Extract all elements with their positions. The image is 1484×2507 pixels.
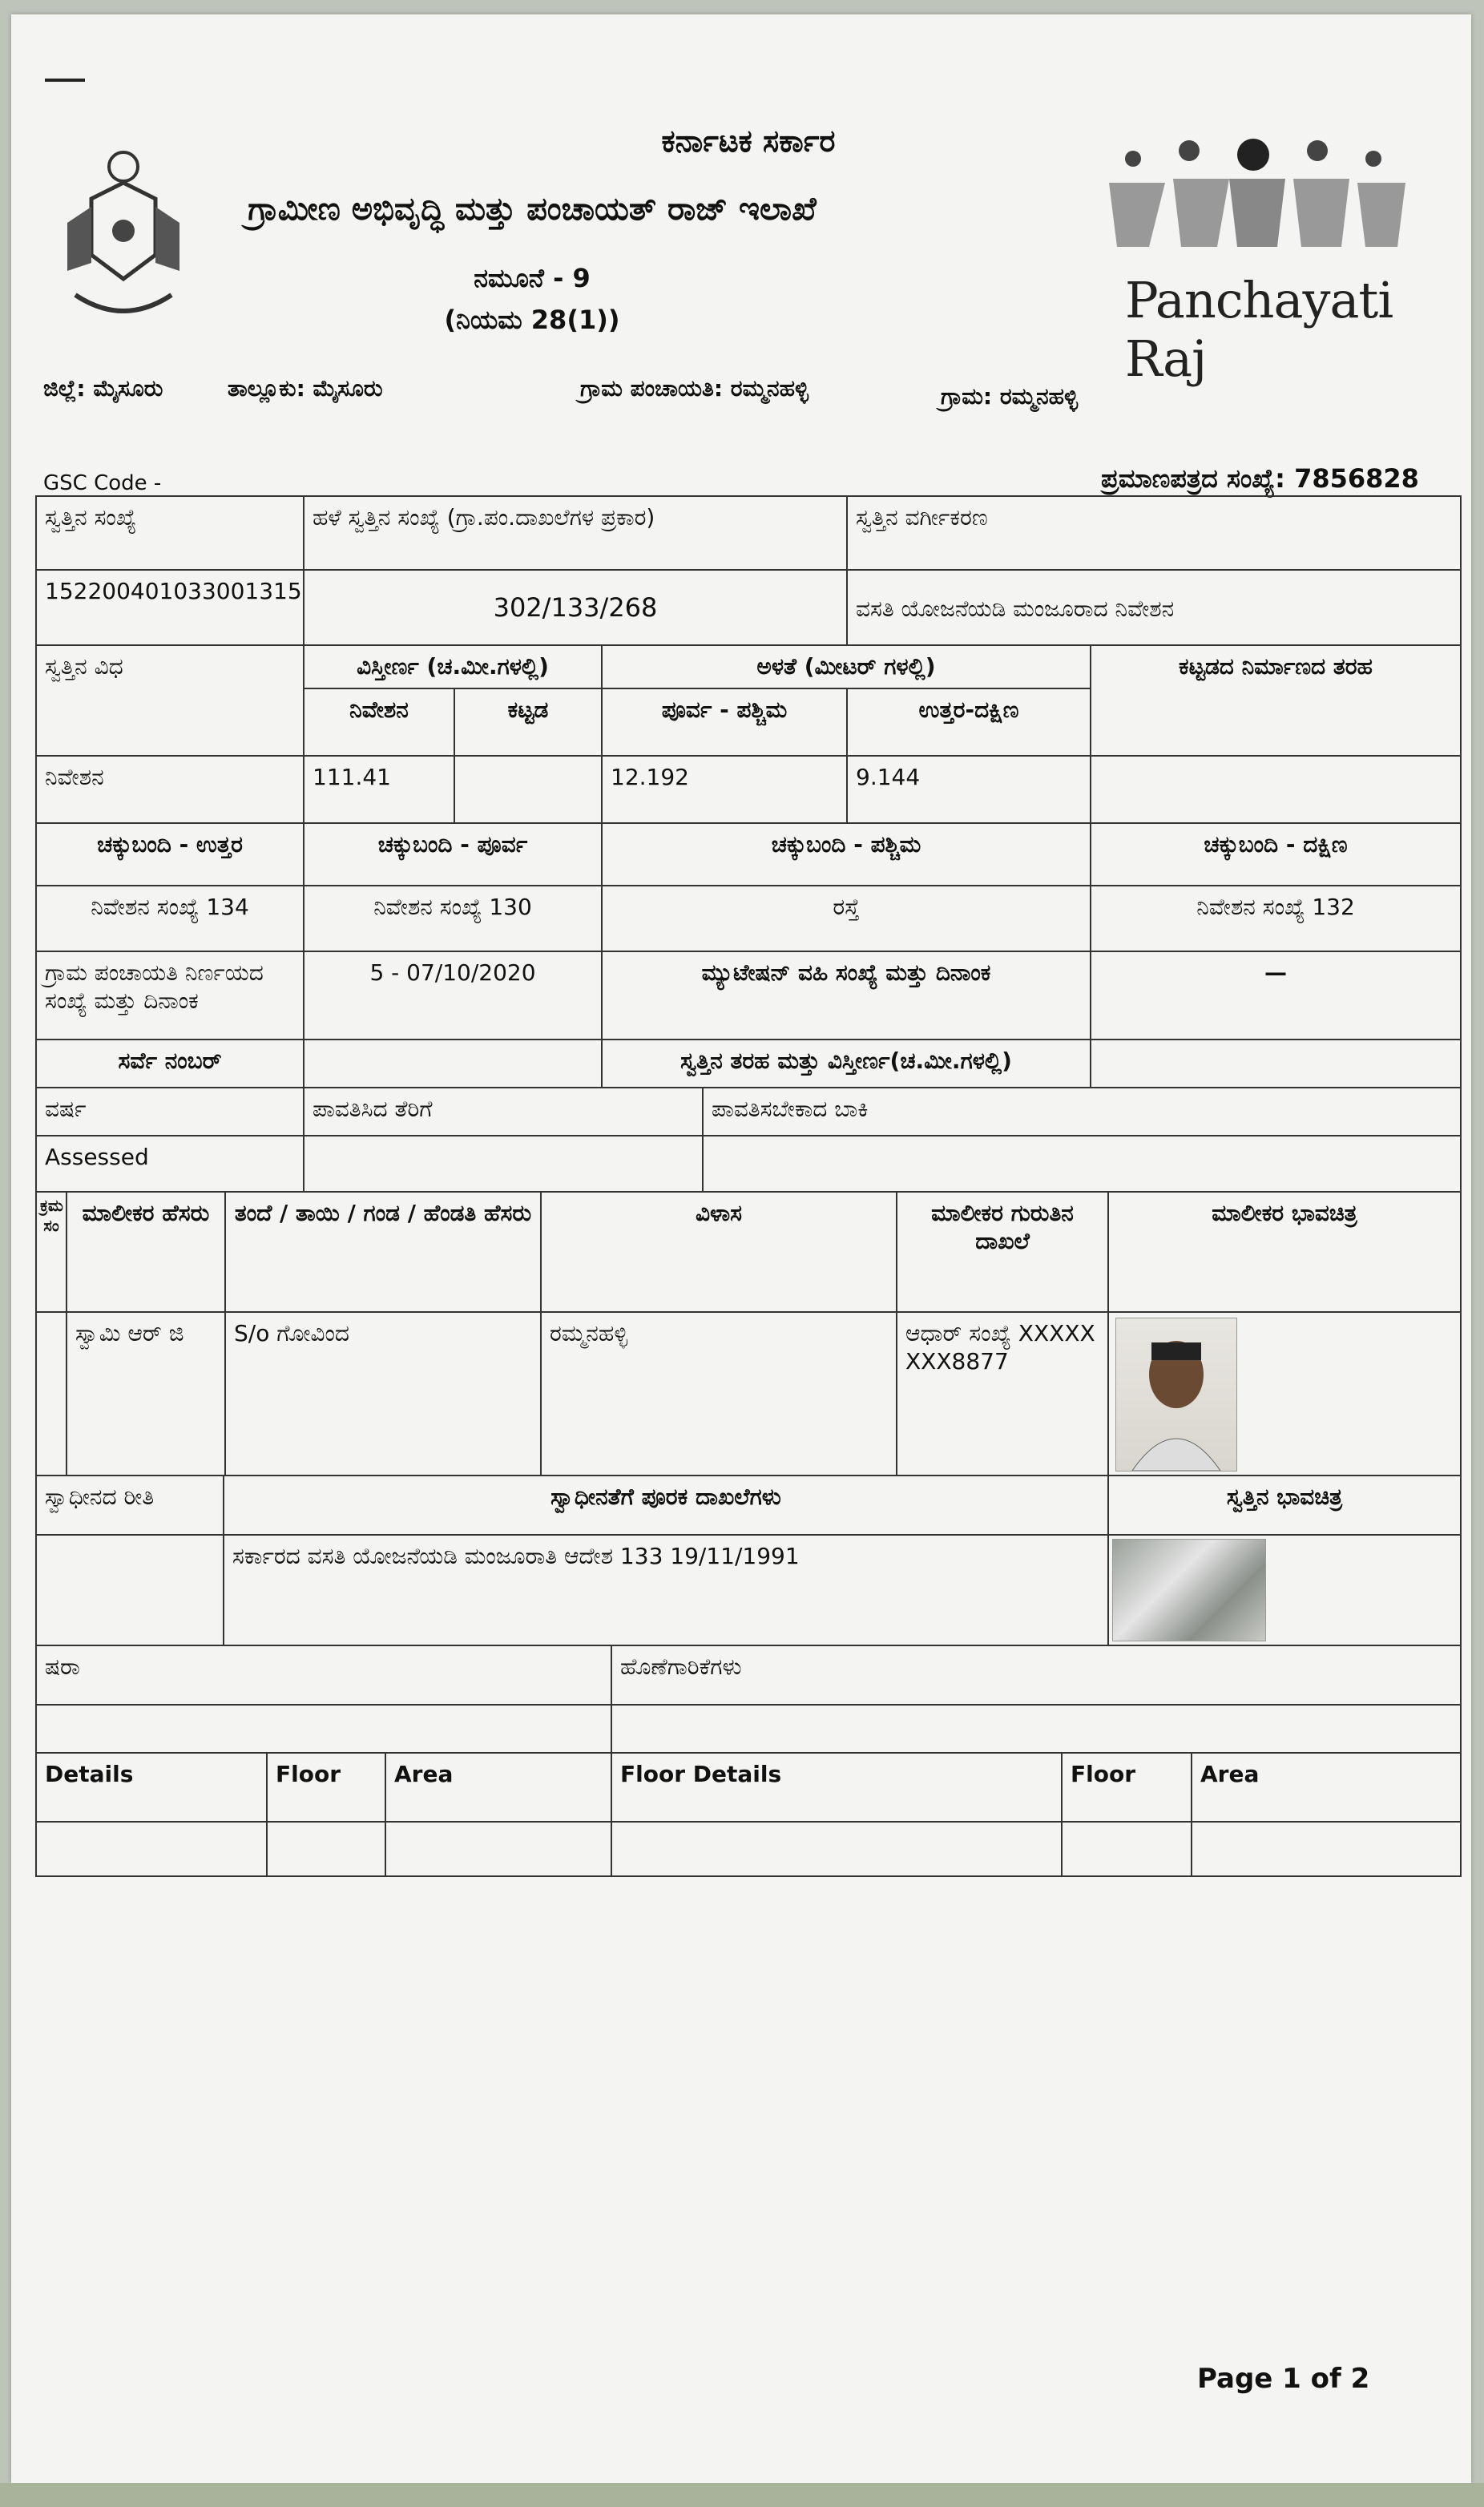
resolution-label: ಗ್ರಾಮ ಪಂಚಾಯತಿ ನಿರ್ಣಯದ ಸಂಖ್ಯೆ ಮತ್ತು ದಿನಾಂಕ — [35, 951, 304, 1040]
tax-due-label: ಪಾವತಿಸಬೇಕಾದ ಬಾಕಿ — [702, 1087, 1462, 1136]
east-west-value: 12.192 — [601, 755, 848, 824]
acquisition-value — [35, 1534, 224, 1646]
department-title: ಗ್ರಾಮೀಣ ಅಭಿವೃದ್ಧಿ ಮತ್ತು ಪಂಚಾಯತ್ ರಾಜ್ ಇಲಾಖೆ — [248, 191, 817, 228]
east-boundary-value: ನಿವೇಶನ ಸಂಖ್ಯೆ 130 — [303, 885, 603, 952]
owner-id-value: ಆಧಾರ್ ಸಂಖ್ಯೆ XXXXXXXX8877 — [896, 1311, 1109, 1476]
floor-right-label: Floor — [1061, 1752, 1192, 1823]
property-photo-label: ಸ್ವತ್ತಿನ ಭಾವಚಿತ್ರ — [1107, 1475, 1462, 1536]
tax-due-value — [702, 1135, 1462, 1193]
property-table — [35, 495, 1462, 1978]
owner-id-label: ಮಾಲೀಕರ ಗುರುತಿನ ದಾಖಲೆ — [896, 1191, 1109, 1313]
tax-paid-value — [303, 1135, 704, 1193]
floor-details-left-label: Details — [35, 1752, 268, 1823]
form-number: ನಮೂನೆ - 9 — [474, 263, 591, 293]
remarks-label: ಷರಾ — [35, 1645, 612, 1706]
area-right-label: Area — [1191, 1752, 1462, 1823]
old-number-label: ಹಳೆ ಸ್ವತ್ತಿನ ಸಂಖ್ಯೆ (ಗ್ರಾ.ಪಂ.ದಾಖಲೆಗಳ ಪ್ರಕಾರ) — [303, 495, 848, 571]
mutation-value: — — [1090, 951, 1462, 1040]
south-boundary-value: ನಿವೇಶನ ಸಂಖ್ಯೆ 132 — [1090, 885, 1462, 952]
documents-value: ಸರ್ಕಾರದ ವಸತಿ ಯೋಜನೆಯಡಿ ಮಂಜೂರಾತಿ ಆದೇಶ 133 19/11/1991 — [223, 1534, 1109, 1646]
owner-photo — [1115, 1318, 1237, 1472]
page-number: Page 1 of 2 — [1197, 2363, 1370, 2395]
serial-label: ಕ್ರಮ ಸಂ — [35, 1191, 67, 1313]
mutation-label: ಮ್ಯುಟೇಷನ್ ವಹಿ ಸಂಖ್ಯೆ ಮತ್ತು ದಿನಾಂಕ — [601, 951, 1091, 1040]
north-south-label: ಉತ್ತರ-ದಕ್ಷಿಣ — [846, 688, 1091, 757]
father-name-label: ತಂದೆ / ತಾಯಿ / ಗಂಡ / ಹೆಂಡತಿ ಹೆಸರು — [224, 1191, 542, 1313]
north-boundary-label: ಚಕ್ಕುಬಂದಿ - ಉತ್ತರ — [35, 822, 304, 886]
property-photo-cell — [1107, 1534, 1462, 1646]
category-label: ಸ್ವತ್ತಿನ ವರ್ಗೀಕರಣ — [846, 495, 1462, 571]
document-page — [11, 14, 1471, 2483]
background-strip — [0, 2483, 1484, 2507]
village-label: ಗ್ರಾಮ: ರಮ್ಮನಹಳ್ಳಿ — [941, 383, 1079, 410]
east-boundary-label: ಚಕ್ಕುಬಂದಿ - ಪೂರ್ವ — [303, 822, 603, 886]
property-id-label: ಸ್ವತ್ತಿನ ಸಂಖ್ಯೆ — [35, 495, 304, 571]
logo-text: Panchayati Raj — [1125, 271, 1393, 388]
remarks-value — [35, 1704, 612, 1754]
west-boundary-label: ಚಕ್ಕುಬಂದಿ - ಪಶ್ಚಿಮ — [601, 822, 1091, 886]
north-south-value: 9.144 — [846, 755, 1091, 824]
gram-panchayat-label: ಗ್ರಾಮ ಪಂಚಾಯತಿ: ರಮ್ಮನಹಳ್ಳಿ — [580, 375, 809, 402]
certificate-number: ಪ್ರಮಾಣಪತ್ರದ ಸಂಖ್ಯೆ: 7856828 — [1101, 463, 1419, 494]
district-label: ಜಿಲ್ಲೆ: ಮೈಸೂರು — [43, 375, 163, 402]
gsc-code: GSC Code - — [43, 471, 162, 495]
year-label: ವರ್ಷ — [35, 1087, 304, 1136]
father-name-value: S/o ಗೋವಿಂದ — [224, 1311, 542, 1476]
site-label: ನಿವೇಶನ — [303, 688, 455, 757]
old-number-value: 302/133/268 — [303, 569, 848, 646]
taluk-label: ತಾಲ್ಲೂಕು: ಮೈಸೂರು — [228, 375, 383, 402]
building-label: ಕಟ್ಟಡ — [454, 688, 603, 757]
dimension-label: ಅಳತೆ (ಮೀಟರ್ ಗಳಲ್ಲಿ) — [601, 644, 1091, 689]
government-title: ಕರ್ನಾಟಕ ಸರ್ಕಾರ — [661, 123, 836, 159]
north-boundary-value: ನಿವೇಶನ ಸಂಖ್ಯೆ 134 — [35, 885, 304, 952]
owner-photo-label: ಮಾಲೀಕರ ಭಾವಚಿತ್ರ — [1107, 1191, 1462, 1313]
document-header — [35, 103, 1462, 503]
floor-details-right-label: Floor Details — [611, 1752, 1063, 1823]
site-area-value: 111.41 — [303, 755, 455, 824]
encumbrance-value — [611, 1704, 1462, 1754]
address-value: ರಮ್ಮನಹಳ್ಳಿ — [540, 1311, 897, 1476]
survey-label: ಸರ್ವೆ ನಂಬರ್ — [35, 1039, 304, 1088]
documents-label: ಸ್ವಾಧೀನತೆಗೆ ಪೂರಕ ದಾಖಲೆಗಳು — [223, 1475, 1109, 1536]
person-icon — [1116, 1318, 1236, 1471]
south-boundary-label: ಚಕ್ಕುಬಂದಿ - ದಕ್ಷಿಣ — [1090, 822, 1462, 886]
west-boundary-value: ರಸ್ತೆ — [601, 885, 1091, 952]
owner-photo-cell — [1107, 1311, 1462, 1476]
east-west-label: ಪೂರ್ವ - ಪಶ್ಚಿಮ — [601, 688, 848, 757]
property-photo — [1112, 1539, 1266, 1641]
construction-type-value — [1090, 755, 1462, 824]
category-value: ವಸತಿ ಯೋಜನೆಯಡಿ ಮಂಜೂರಾದ ನಿವೇಶನ — [846, 569, 1462, 646]
survey-value — [303, 1039, 603, 1088]
floor-right-value — [1061, 1821, 1192, 1877]
resolution-value: 5 - 07/10/2020 — [303, 951, 603, 1040]
nature-value — [1090, 1039, 1462, 1088]
building-area-value — [454, 755, 603, 824]
address-label: ವಿಳಾಸ — [540, 1191, 897, 1313]
tax-paid-label: ಪಾವತಿಸಿದ ತೆರಿಗೆ — [303, 1087, 704, 1136]
type-label: ಸ್ವತ್ತಿನ ವಿಧ — [35, 644, 304, 757]
owner-name-label: ಮಾಲೀಕರ ಹೆಸರು — [66, 1191, 226, 1313]
floor-left-value — [266, 1821, 386, 1877]
serial-value — [35, 1311, 67, 1476]
type-value: ನಿವೇಶನ — [35, 755, 304, 824]
assessed-label: Assessed — [35, 1135, 304, 1193]
area-left-label: Area — [385, 1752, 612, 1823]
property-id-value: 152200401033001315 — [35, 569, 304, 646]
acquisition-label: ಸ್ವಾಧೀನದ ರೀತಿ — [35, 1475, 224, 1536]
area-left-value — [385, 1821, 612, 1877]
construction-type-label: ಕಟ್ಟಡದ ನಿರ್ಮಾಣದ ತರಹ — [1090, 644, 1462, 757]
owner-name-value: ಸ್ವಾಮಿ ಆರ್ ಜಿ — [66, 1311, 226, 1476]
rule-number: (ನಿಯಮ 28(1)) — [444, 305, 620, 335]
mark — [45, 79, 85, 82]
area-label: ವಿಸ್ತೀರ್ಣ (ಚ.ಮೀ.ಗಳಲ್ಲಿ) — [303, 644, 603, 689]
nature-label: ಸ್ವತ್ತಿನ ತರಹ ಮತ್ತು ವಿಸ್ತೀರ್ಣ(ಚ.ಮೀ.ಗಳಲ್ಲಿ) — [601, 1039, 1091, 1088]
area-right-value — [1191, 1821, 1462, 1877]
encumbrance-label: ಹೊಣೆಗಾರಿಕೆಗಳು — [611, 1645, 1462, 1706]
floor-left-label: Floor — [266, 1752, 386, 1823]
floor-details-right-value — [611, 1821, 1063, 1877]
floor-details-left-value — [35, 1821, 268, 1877]
